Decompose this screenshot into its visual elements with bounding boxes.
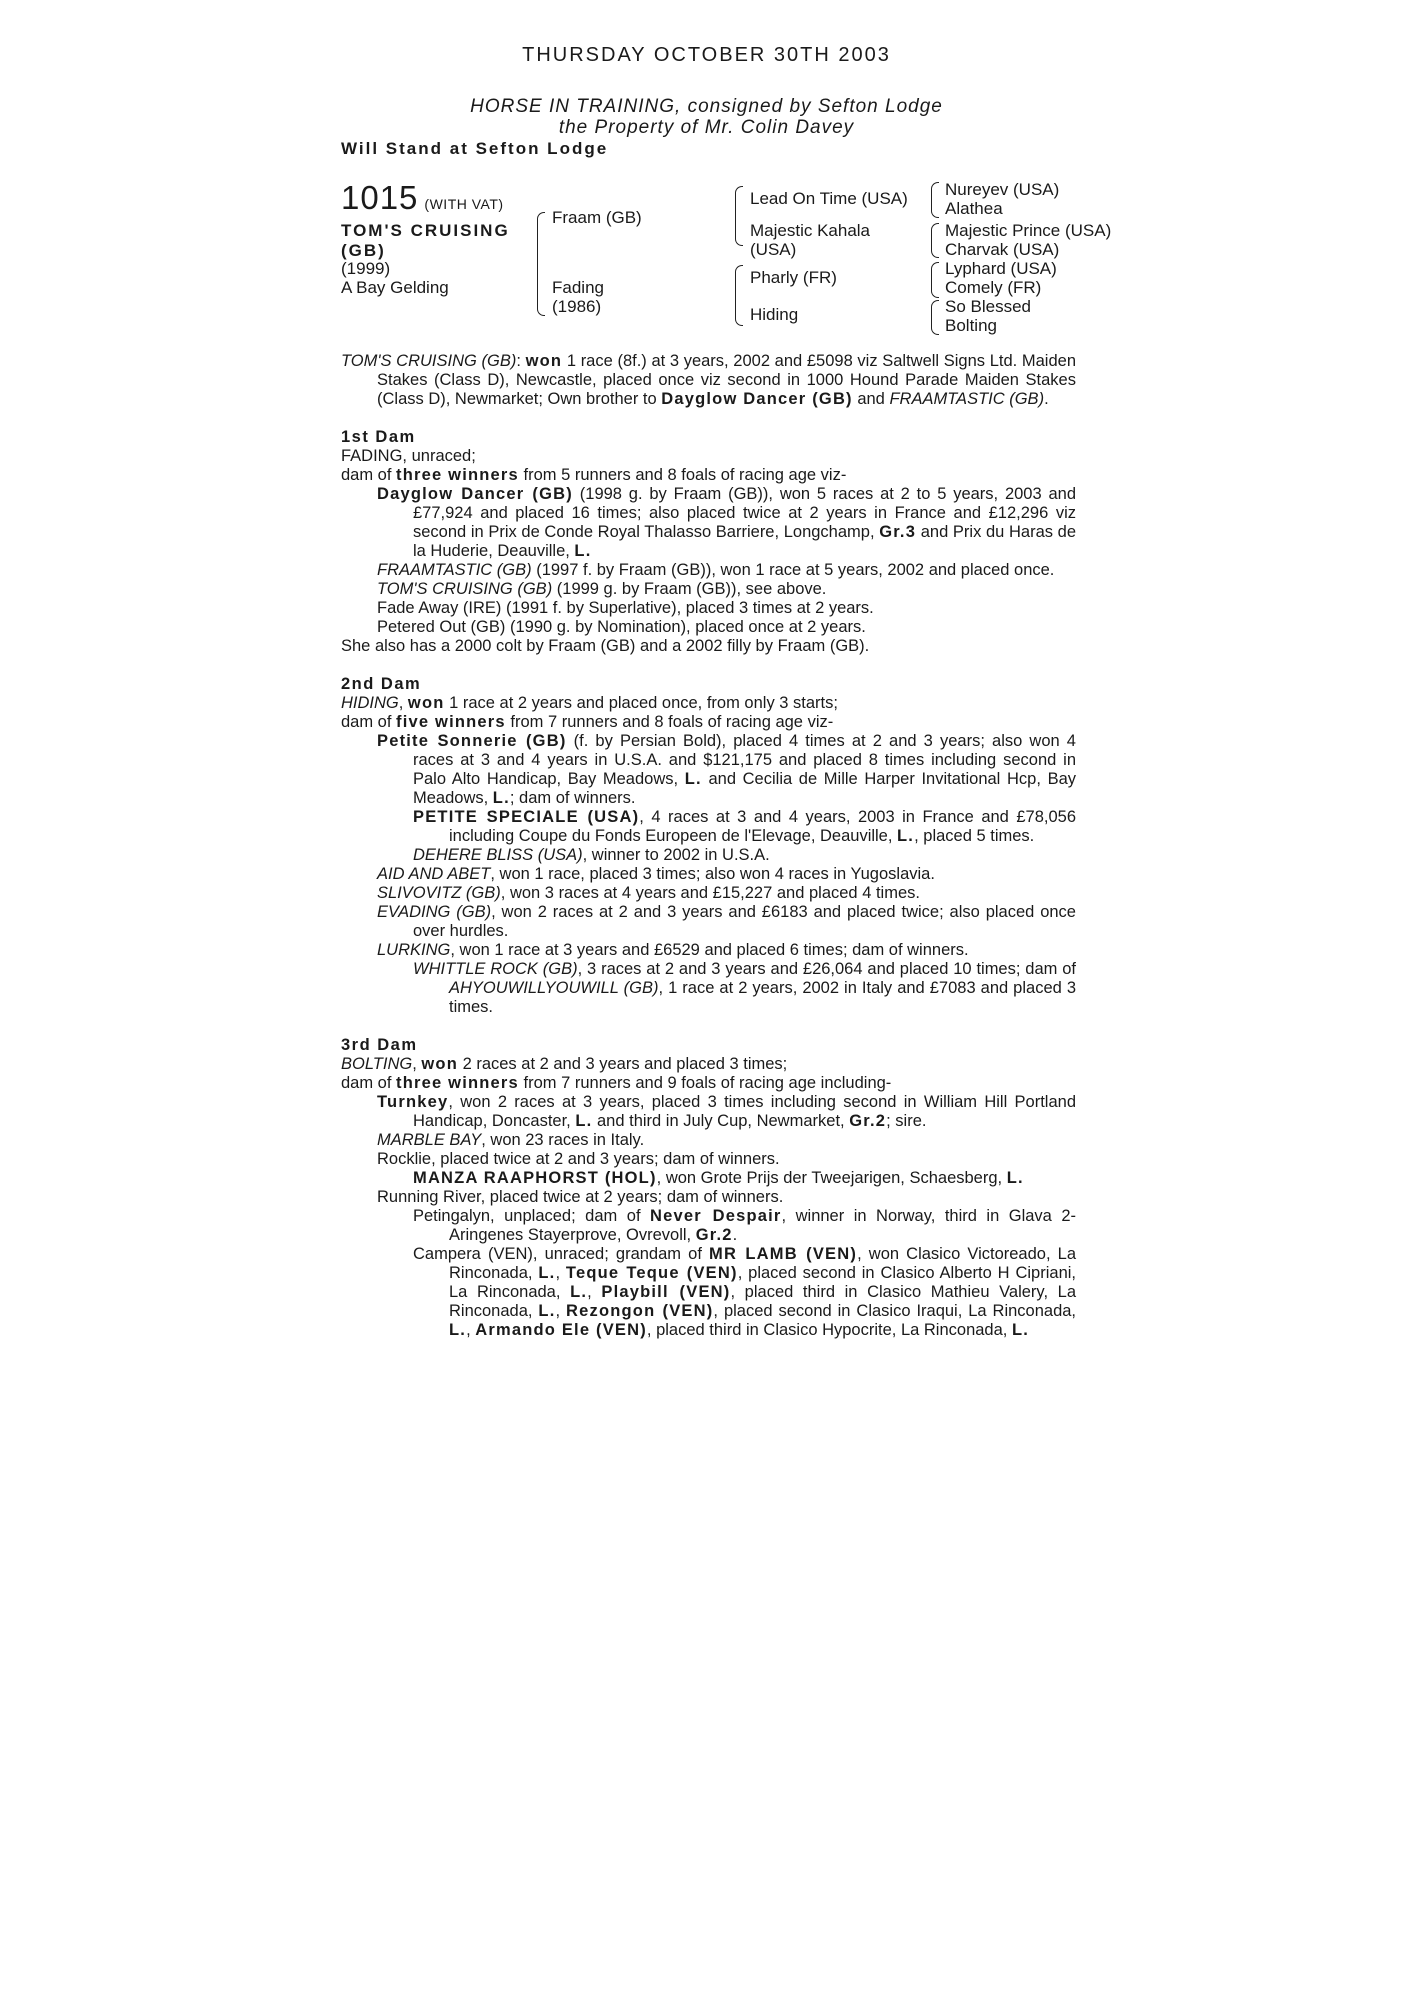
produce-name: MANZA RAAPHORST (HOL)	[413, 1169, 657, 1187]
pedigree-dam-sire: Pharly (FR)	[750, 268, 837, 287]
pedigree-sire-sire: Lead On Time (USA)	[750, 189, 908, 208]
second-dam-heading: 2nd Dam	[341, 675, 422, 693]
produce-text: , winner to 2002 in U.S.A.	[582, 846, 770, 864]
race-record-text: 1 race (8f.) at 3 years, 2002 and £5098 viz Saltwell Signs Ltd. Maiden Stakes (Class D), Newcastle, placed once viz second in 1000 Hound Parade Maiden Stakes (Class D), Newmarket; Own brother to	[377, 352, 1076, 408]
first-dam-summary	[341, 466, 1076, 485]
produce-text: , won 2 races at 3 years, placed 3 times including second in William Hill Portland Handicap, Doncaster,	[413, 1093, 1076, 1130]
punctuation: ,	[587, 1283, 602, 1301]
produce-name: SLIVOVITZ (GB)	[377, 884, 501, 902]
produce-text: , 1 race at 2 years, 2002 in Italy and £7083 and placed 3 times.	[449, 979, 1077, 1016]
produce-text: , 4 races at 3 and 4 years, 2003 in France and £78,056 including Coupe du Fonds Europeen de l'Elevage, Deauville,	[449, 808, 1076, 845]
sale-date: THURSDAY OCTOBER 30TH 2003	[522, 44, 891, 66]
first-dam-name: FADING, unraced;	[341, 447, 476, 465]
foaling-year: (1999)	[341, 259, 391, 278]
produce-name: Teque Teque (VEN)	[565, 1264, 738, 1282]
produce-entry: Petered Out (GB) (1990 g. by Nomination), placed once at 2 years.	[377, 618, 866, 636]
pedigree-ggd-1: Alathea	[945, 199, 1003, 218]
produce-name: MR LAMB (VEN)	[709, 1245, 858, 1263]
sibling-name: Dayglow Dancer (GB)	[661, 390, 853, 408]
pedigree-ggd-3: Comely (FR)	[945, 278, 1042, 297]
punctuation: ,	[555, 1264, 566, 1282]
grade-label: Gr.2	[695, 1226, 733, 1244]
produce-name: PETITE SPECIALE (USA)	[413, 808, 640, 826]
produce-name: TOM'S CRUISING (GB)	[377, 580, 553, 598]
produce-entry	[341, 903, 1076, 941]
pedigree-brace-g4	[931, 300, 939, 335]
produce-name: DEHERE BLISS (USA)	[413, 846, 583, 864]
punctuation: ,	[555, 1302, 567, 1320]
produce-text: , placed 5 times.	[914, 827, 1035, 845]
produce-entry	[341, 1093, 1076, 1131]
produce-entry	[341, 732, 1076, 808]
pedigree-ggs-1: Nureyev (USA)	[945, 180, 1060, 199]
produce-entry: Fade Away (IRE) (1991 f. by Superlative), placed 3 times at 2 years.	[377, 599, 874, 617]
produce-name: AID AND ABET	[377, 865, 491, 883]
horse-country: (GB)	[341, 241, 386, 260]
produce-name: Playbill (VEN)	[601, 1283, 731, 1301]
pedigree-ggs-4: So Blessed	[945, 297, 1031, 316]
grade-label: Gr.2	[849, 1112, 887, 1130]
listed-label: L.	[574, 542, 592, 560]
produce-name: EVADING (GB)	[377, 903, 492, 921]
produce-entry	[341, 846, 1076, 865]
conjunction: and	[852, 390, 890, 408]
produce-text: and Prix du Haras de la Huderie, Deauville,	[413, 523, 1076, 560]
produce-text: and Cecilia de Mille Harper Invitational Hcp, Bay Meadows,	[413, 770, 1076, 807]
pedigree-sire: Fraam (GB)	[552, 208, 642, 227]
pedigree-brace-g2	[931, 223, 939, 258]
produce-name: Armando Ele (VEN)	[475, 1321, 647, 1339]
produce-text: , won 1 race at 3 years and £6529 and placed 6 times; dam of winners.	[450, 941, 969, 959]
produce-summary: from 7 runners and 9 foals of racing age including-	[518, 1074, 892, 1092]
produce-text: , won 2 races at 2 and 3 years and £6183 and placed twice; also placed once over hurdles.	[413, 903, 1076, 940]
produce-entry: Rocklie, placed twice at 2 and 3 years; dam of winners.	[377, 1150, 780, 1168]
first-dam-heading: 1st Dam	[341, 428, 416, 446]
produce-name: Turnkey	[377, 1093, 449, 1111]
pedigree-sire-dam-country: (USA)	[750, 240, 797, 259]
spacer	[341, 656, 1076, 675]
pedigree-brace-dam-line	[735, 265, 743, 326]
consignment-line: HORSE IN TRAINING, consigned by Sefton Lodge	[470, 96, 943, 117]
won-label: won	[421, 1055, 458, 1073]
produce-entry	[341, 1245, 1076, 1340]
produce-entry	[341, 1169, 1076, 1188]
pedigree-brace-sire-line	[735, 186, 743, 246]
third-dam-summary	[341, 1074, 1076, 1093]
dam-of-label: dam of	[341, 713, 397, 731]
dam-of-label: dam of	[341, 1074, 397, 1092]
winners-count: five winners	[396, 713, 506, 731]
horse-description: A Bay Gelding	[341, 278, 449, 297]
pedigree-brace-g1	[931, 182, 939, 218]
sibling-name: FRAAMTASTIC (GB)	[889, 390, 1045, 408]
produce-text: , placed third in Clasico Hypocrite, La Rinconada,	[646, 1321, 1012, 1339]
produce-name: Dayglow Dancer (GB)	[377, 485, 573, 503]
produce-text: and third in July Cup, Newmarket,	[592, 1112, 850, 1130]
vat-label: (WITH VAT)	[424, 196, 504, 212]
dam-name: HIDING	[341, 694, 399, 712]
winners-count: three winners	[396, 1074, 519, 1092]
pedigree-ggd-2: Charvak (USA)	[945, 240, 1060, 259]
produce-text: (f. by Persian Bold), placed 4 times at 2 and 3 years; also won 4 races at 3 and 4 years in U.S.A. and $121,175 and placed 8 times including second in Palo Alto Handicap, Bay Meadows,	[413, 732, 1076, 788]
produce-text: ; dam of winners.	[509, 789, 636, 807]
won-label: won	[407, 694, 445, 712]
produce-text: , won Grote Prijs der Tweejarigen, Schaesberg,	[656, 1169, 1007, 1187]
spacer	[341, 409, 1076, 428]
produce-entry: Running River, placed twice at 2 years; dam of winners.	[377, 1188, 784, 1206]
produce-entry	[341, 561, 1076, 580]
listed-label: L.	[897, 827, 915, 845]
lot-header	[341, 181, 504, 215]
produce-text: , won 3 races at 4 years and £15,227 and placed 4 times.	[500, 884, 920, 902]
pedigree-ggs-2: Majestic Prince (USA)	[945, 221, 1112, 240]
stand-line: Will Stand at Sefton Lodge	[341, 139, 609, 158]
pedigree-dam-dam: Hiding	[750, 305, 799, 324]
produce-name: Never Despair	[650, 1207, 782, 1225]
produce-text: , won 23 races in Italy.	[481, 1131, 645, 1149]
produce-text: , placed second in Clasico Alberto H Cipriani, La Rinconada,	[449, 1264, 1076, 1301]
produce-name: WHITTLE ROCK (GB)	[413, 960, 578, 978]
produce-entry	[341, 580, 1076, 599]
spacer	[341, 1017, 1076, 1036]
pedigree-dam-year: (1986)	[552, 297, 602, 316]
won-label: won	[525, 352, 563, 370]
race-record: TOM'S CRUISING (GB): won 1 race (8f.) at 3 years, 2002 and £5098 viz Saltwell Signs Ltd. Maiden Stakes (Class D), Newcastle, placed once viz second in 1000 Hound Parade Maiden Stakes (Class D), Newmarket; Own brother to Dayglow Dancer (GB) and FRAAMTASTIC (GB).	[341, 352, 1076, 408]
produce-entry	[341, 808, 1076, 846]
listed-label: L.	[684, 770, 702, 788]
pedigree-brace-sire	[537, 212, 545, 267]
grade-label: Gr.3	[879, 523, 917, 541]
pedigree-ggd-4: Bolting	[945, 316, 997, 335]
produce-entry	[341, 1207, 1076, 1245]
produce-entry	[341, 884, 1076, 903]
pedigree-ggs-3: Lyphard (USA)	[945, 259, 1057, 278]
produce-text: Petingalyn, unplaced; dam of	[413, 1207, 651, 1225]
produce-name: Rezongon (VEN)	[566, 1302, 714, 1320]
produce-entry	[341, 1131, 1076, 1150]
dam-name: BOLTING	[341, 1055, 413, 1073]
dam-record: 1 race at 2 years and placed once, from only 3 starts;	[444, 694, 838, 712]
dam-of-label: dam of	[341, 466, 397, 484]
produce-text: ; sire.	[886, 1112, 927, 1130]
dam-record: 2 races at 2 and 3 years and placed 3 times;	[457, 1055, 788, 1073]
produce-text: (1999 g. by Fraam (GB)), see above.	[552, 580, 827, 598]
catalogue-body	[341, 352, 1076, 1340]
listed-label: L.	[575, 1112, 593, 1130]
winners-count: three winners	[396, 466, 519, 484]
punctuation: .	[1044, 390, 1049, 408]
produce-name: MARBLE BAY	[377, 1131, 482, 1149]
produce-summary: from 7 runners and 8 foals of racing age viz-	[505, 713, 834, 731]
produce-text: , placed second in Clasico Iraqui, La Rinconada,	[713, 1302, 1077, 1320]
produce-text: Campera (VEN), unraced; grandam of	[413, 1245, 710, 1263]
listed-label: L.	[449, 1321, 467, 1339]
listed-label: L.	[1006, 1169, 1024, 1187]
listed-label: L.	[538, 1264, 556, 1282]
third-dam-record: BOLTING, won 2 races at 2 and 3 years and placed 3 times;	[341, 1055, 788, 1073]
pedigree-dam: Fading	[552, 278, 604, 297]
produce-name: FRAAMTASTIC (GB)	[377, 561, 532, 579]
produce-entry	[341, 960, 1076, 1017]
produce-text: , won Clasico Victoreado, La Rinconada,	[449, 1245, 1076, 1282]
owner-line: the Property of Mr. Colin Davey	[558, 117, 855, 138]
listed-label: L.	[570, 1283, 588, 1301]
produce-entry	[341, 941, 1076, 960]
produce-text: , won 1 race, placed 3 times; also won 4 races in Yugoslavia.	[490, 865, 935, 883]
horse-name: TOM'S CRUISING	[341, 221, 510, 240]
produce-entry	[341, 485, 1076, 561]
produce-entry	[341, 865, 1076, 884]
pedigree-brace-g3	[931, 262, 939, 298]
second-dam-record: HIDING, won 1 race at 2 years and placed once, from only 3 starts;	[341, 694, 838, 712]
horse-name-ref: TOM'S CRUISING (GB)	[341, 352, 517, 370]
first-dam-footnote: She also has a 2000 colt by Fraam (GB) and a 2002 filly by Fraam (GB).	[341, 637, 870, 655]
produce-text: (1997 f. by Fraam (GB)), won 1 race at 5 years, 2002 and placed once.	[531, 561, 1055, 579]
listed-label: L.	[492, 789, 510, 807]
punctuation: ,	[466, 1321, 476, 1339]
listed-label: L.	[538, 1302, 556, 1320]
pedigree-brace-dam	[537, 266, 545, 316]
produce-text: (1998 g. by Fraam (GB)), won 5 races at 2 to 5 years, 2003 and £77,924 and placed 16 times; also placed twice at 2 years in France and £12,296 viz second in Prix de Conde Royal Thalasso Barriere, Longchamp,	[413, 485, 1076, 541]
punctuation: .	[732, 1226, 738, 1244]
produce-name: Petite Sonnerie (GB)	[377, 732, 567, 750]
third-dam-heading: 3rd Dam	[341, 1036, 418, 1054]
produce-text: , winner in Norway, third in Glava 2-Aringenes Stayerprove, Ovrevoll,	[449, 1207, 1076, 1244]
produce-text: , placed third in Clasico Mathieu Valery, La Rinconada,	[449, 1283, 1077, 1320]
second-dam-summary	[341, 713, 1076, 732]
listed-label: L.	[1011, 1321, 1030, 1339]
produce-name: AHYOUWILLYOUWILL (GB)	[449, 979, 659, 997]
produce-name: LURKING	[377, 941, 451, 959]
pedigree-sire-dam: Majestic Kahala	[750, 221, 871, 240]
produce-summary: from 5 runners and 8 foals of racing age viz-	[518, 466, 847, 484]
lot-number: 1015	[341, 179, 419, 216]
produce-text: , 3 races at 2 and 3 years and £26,064 and placed 10 times; dam of	[577, 960, 1076, 978]
